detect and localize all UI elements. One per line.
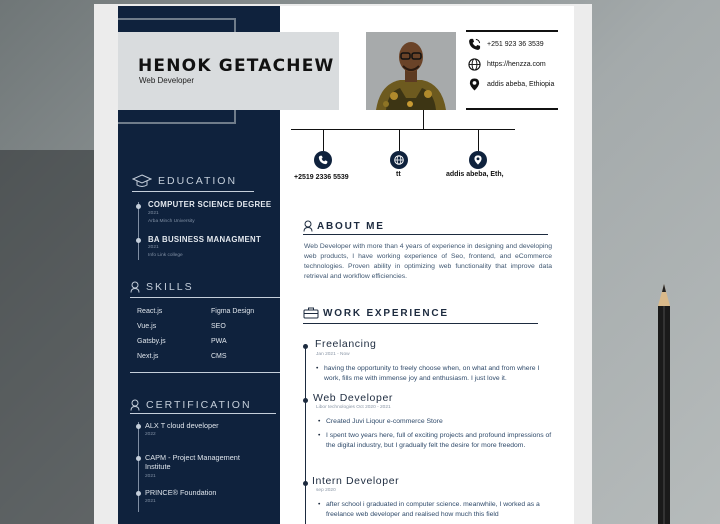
skill-item: Gatsby.js — [137, 338, 166, 345]
profile-photo — [366, 32, 456, 110]
about-heading-text: ABOUT ME — [317, 220, 385, 232]
skill-item: Next.js — [137, 353, 159, 360]
experience-rule — [303, 323, 538, 324]
education-heading — [132, 173, 237, 189]
phone-icon — [318, 155, 328, 165]
education-school: Arba Minch University — [148, 219, 195, 224]
tree-bar — [291, 129, 515, 130]
grad-cap-icon — [132, 173, 152, 189]
skill-item: Vue.js — [137, 323, 157, 330]
skills-bottom-rule — [130, 372, 280, 373]
education-degree: BA BUSINESS MANAGMENT — [148, 235, 262, 244]
certification-heading-text: CERTIFICATION — [146, 399, 252, 411]
contact-location — [468, 78, 554, 91]
job-title: Intern Developer — [312, 475, 400, 487]
skill-item: SEO — [211, 323, 226, 330]
cert-year: 2022 — [145, 432, 156, 437]
node-location — [469, 151, 487, 169]
contact-website[interactable] — [468, 58, 546, 71]
cert-icon — [130, 399, 140, 411]
tree-drop-location — [478, 129, 479, 151]
tree-drop-web — [399, 129, 400, 151]
tree-stem — [423, 110, 424, 129]
education-school: Info Link college — [148, 253, 183, 258]
certification-dot — [136, 424, 141, 429]
education-degree: COMPUTER SCIENCE DEGREE — [148, 200, 272, 209]
contact-website-text[interactable]: https://henzza.com — [487, 61, 546, 68]
education-year: 2021 — [148, 245, 159, 250]
cert-year: 2021 — [145, 499, 156, 504]
cert-year: 2021 — [145, 474, 156, 479]
node-phone — [314, 151, 332, 169]
skills-icon — [130, 281, 140, 293]
certification-timeline — [138, 422, 139, 512]
skills-heading-text: SKILLS — [146, 281, 194, 293]
education-rule — [132, 191, 254, 192]
certification-heading — [130, 399, 252, 411]
job-bullet: • after school i graduated in computer science. meanwhile, I worked as a freelance web developer and realised how much this field — [326, 500, 552, 520]
contact-box — [466, 30, 558, 110]
certification-dot — [136, 456, 141, 461]
cert-name: ALX T cloud developer — [145, 421, 219, 430]
education-timeline — [138, 202, 139, 260]
job-meta: Jan 2021 - Now — [316, 352, 350, 357]
resume-page — [118, 6, 574, 524]
education-dot — [136, 238, 141, 243]
node-location-label: addis abeba, Eth, — [446, 171, 504, 178]
skill-item: PWA — [211, 338, 227, 345]
job-bullet: • I spent two years here, full of exciting projects and profound impressions of the digital industry, but I gradually felt the desire for more freedom. — [326, 431, 552, 451]
education-heading-text: EDUCATION — [158, 175, 238, 187]
skill-item: Figma Design — [211, 308, 255, 315]
experience-timeline — [305, 346, 306, 524]
certification-dot — [136, 491, 141, 496]
cert-name: CAPM - Project Management Institute — [145, 453, 240, 471]
job-title: Freelancing — [315, 338, 377, 350]
node-web-label: tt — [396, 171, 401, 178]
phone-icon — [468, 38, 481, 51]
contact-phone-text: +251 923 36 3539 — [487, 41, 544, 48]
node-phone-label: +2519 2336 5539 — [294, 174, 349, 181]
education-year: 2021 — [148, 211, 159, 216]
job-meta: sep 2020 — [316, 488, 336, 493]
experience-heading-text: WORK EXPERIENCE — [323, 307, 449, 319]
skills-heading — [130, 281, 194, 293]
job-title: Web Developer — [313, 392, 393, 404]
contact-location-text: addis abeba, Ethiopia — [487, 81, 555, 88]
job-dot — [303, 481, 308, 486]
cert-name: PRINCE® Foundation — [145, 488, 217, 497]
about-text: Web Developer with more than 4 years of experience in designing and developing web products, I have working experience of Seo, frontend, and eCommerce technologies. Proven ability in optimizing web functionality that improve data retrieval and workflow efficiencies. — [304, 243, 552, 280]
pencil — [654, 284, 674, 524]
contact-phone — [468, 38, 544, 51]
job-bullet: • Created Juvi Liqour e-commerce Store — [326, 417, 552, 427]
job-title: Web Developer — [139, 76, 194, 85]
skills-rule — [130, 297, 280, 298]
tree-drop-phone — [323, 129, 324, 151]
job-meta: Libor technologies Oct 2020 - 2021 — [316, 405, 391, 410]
experience-heading — [303, 307, 449, 319]
briefcase-icon — [303, 307, 319, 319]
skill-item: CMS — [211, 353, 227, 360]
globe-icon — [468, 58, 481, 71]
node-web — [390, 151, 408, 169]
certification-rule — [130, 413, 276, 414]
job-dot — [303, 344, 308, 349]
about-rule — [303, 234, 548, 235]
about-icon — [303, 220, 313, 232]
job-bullet: • having the opportunity to freely choose when, on what and from where I work, fills me with immense joy and enthusiasm. I just love it. — [324, 364, 554, 384]
pin-icon — [473, 155, 483, 165]
education-dot — [136, 204, 141, 209]
about-heading — [303, 220, 385, 232]
job-dot — [303, 398, 308, 403]
skill-item: React.js — [137, 308, 163, 315]
person-name: HENOK GETACHEW — [138, 56, 335, 76]
pin-icon — [468, 78, 481, 91]
globe-icon — [394, 155, 404, 165]
